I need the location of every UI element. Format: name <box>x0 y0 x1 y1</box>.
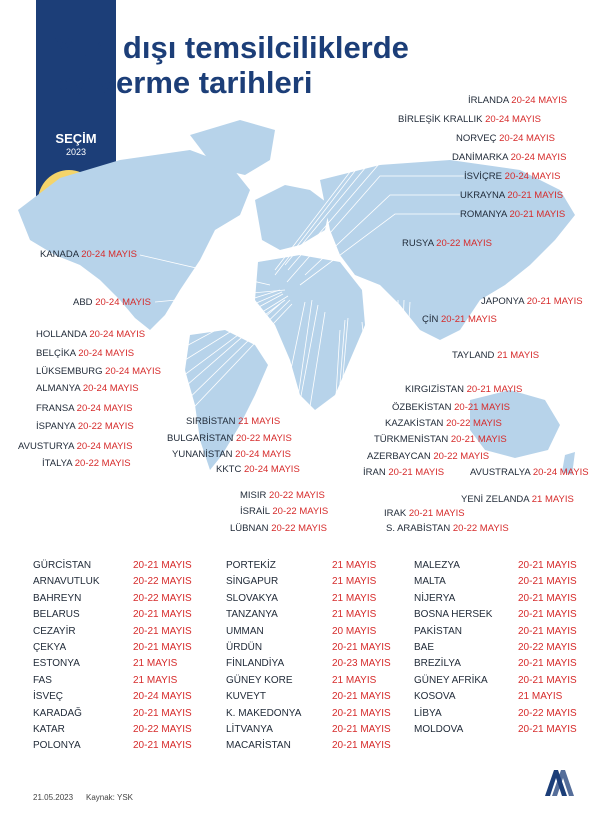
map-label <box>36 348 134 360</box>
map-label-date: 20-24 MAYIS <box>511 95 568 106</box>
list-item <box>33 673 192 689</box>
list-item-country: MALEZYA <box>414 560 460 571</box>
list-item-country: BAHREYN <box>33 592 82 604</box>
map-label-country: NORVEÇ <box>456 133 497 144</box>
map-label-country: JAPONYA <box>481 296 525 307</box>
map-label <box>481 296 583 308</box>
map-label <box>240 490 325 502</box>
map-label-date: 20-22 MAYIS <box>452 523 509 534</box>
map-label-country: FRANSA <box>36 403 75 414</box>
list-item-date: 20-22 MAYIS <box>518 642 577 654</box>
map-label-date: 20-24 MAYIS <box>95 297 151 308</box>
title-line-2: oy verme tarihleri <box>54 65 313 100</box>
list-item-date: 20-21 MAYIS <box>133 625 192 637</box>
list-item-date: 20-21 MAYIS <box>518 592 577 604</box>
list-item-date: 21 MAYIS <box>332 609 377 621</box>
map-label-date: 20-21 MAYIS <box>441 314 497 325</box>
map-label-country: İRAN <box>363 467 386 478</box>
list-item <box>226 722 391 738</box>
map-label-date: 20-24 MAYIS <box>81 249 137 260</box>
list-item-date: 21 MAYIS <box>332 592 377 604</box>
map-label-date: 20-21 MAYIS <box>454 402 510 413</box>
map-label <box>363 467 444 479</box>
map-label <box>36 421 134 433</box>
map-label <box>384 508 465 520</box>
map-label-date: 20-24 MAYIS <box>485 114 541 125</box>
list-item-country: ARNAVUTLUK <box>33 576 100 588</box>
list-item-date: 20-21 MAYIS <box>133 740 192 752</box>
list-item <box>414 640 577 656</box>
map-label-country: HOLLANDA <box>36 329 87 340</box>
list-item-date: 20-21 MAYIS <box>332 691 391 703</box>
map-label-country: UKRAYNA <box>460 190 505 201</box>
list-item <box>414 558 577 574</box>
country-list-col-2 <box>226 558 391 755</box>
map-label-date: 20-21 MAYIS <box>450 434 507 445</box>
map-label <box>167 433 292 445</box>
list-item-date: 20-21 MAYIS <box>518 625 577 637</box>
list-item-date: 20-21 MAYIS <box>518 674 577 686</box>
map-label-date: 20-24 MAYIS <box>504 171 561 182</box>
list-item-date: 20 MAYIS <box>332 625 377 637</box>
list-item-date: 21 MAYIS <box>133 658 178 670</box>
map-label <box>398 114 541 126</box>
map-label-country: DANİMARKA <box>452 152 508 163</box>
map-label-date: 20-22 MAYIS <box>269 490 325 501</box>
map-label-country: BELÇİKA <box>36 348 76 359</box>
list-item-country: MACARİSTAN <box>226 740 291 752</box>
election-label: SEÇİM <box>55 131 97 146</box>
list-item <box>33 607 192 623</box>
list-item-country: TANZANYA <box>226 609 278 621</box>
map-label-country: TAYLAND <box>452 350 495 361</box>
country-list-col-3 <box>414 558 577 738</box>
list-item-country: BREZİLYA <box>414 658 461 670</box>
list-item-date: 20-21 MAYIS <box>518 658 577 670</box>
map-label-country: ÇİN <box>422 314 439 325</box>
map-label-country: LÜBNAN <box>230 523 269 534</box>
map-label-country: KKTC <box>216 464 242 475</box>
list-item <box>226 591 391 607</box>
list-item-country: KOSOVA <box>414 691 456 703</box>
map-label-country: KIRGIZİSTAN <box>405 384 464 395</box>
map-label <box>470 467 589 479</box>
list-item <box>33 656 192 672</box>
map-label-date: 21 MAYIS <box>238 416 281 427</box>
map-label-date: 20-21 MAYIS <box>408 508 465 519</box>
map-label <box>36 366 161 378</box>
list-item <box>414 656 577 672</box>
list-item <box>226 574 391 590</box>
map-label-date: 20-24 MAYIS <box>235 449 291 460</box>
map-label-date: 20-21 MAYIS <box>388 467 445 478</box>
map-label-date: 20-22 MAYIS <box>433 451 490 462</box>
list-item-date: 20-21 MAYIS <box>518 609 577 621</box>
map-label-country: İSRAİL <box>240 506 270 517</box>
map-label-country: ROMANYA <box>460 209 507 220</box>
list-item <box>226 656 391 672</box>
map-label <box>42 458 131 470</box>
map-label-date: 20-24 MAYIS <box>82 383 139 394</box>
map-label-country: YUNANİSTAN <box>172 449 233 460</box>
map-label-country: SIRBİSTAN <box>186 416 236 427</box>
title-line-1: Yurt dışı temsilciliklerde <box>54 30 409 65</box>
list-item-country: PORTEKİZ <box>226 560 276 571</box>
list-item-country: BELARUS <box>33 609 80 621</box>
map-label-date: 21 MAYIS <box>531 494 574 505</box>
list-item-country: ÇEKYA <box>33 642 67 654</box>
map-label <box>36 403 132 415</box>
list-item <box>33 624 192 640</box>
map-label <box>216 464 300 476</box>
list-item <box>33 738 192 754</box>
map-label-country: LÜKSEMBURG <box>36 366 103 377</box>
list-item <box>33 558 192 574</box>
list-item <box>226 706 391 722</box>
list-item-country: LİBYA <box>414 707 442 719</box>
map-label <box>402 238 492 250</box>
list-item-date: 21 MAYIS <box>518 691 563 703</box>
list-item-date: 20-22 MAYIS <box>133 576 192 588</box>
map-label <box>186 416 280 428</box>
africa-shape <box>255 255 365 410</box>
map-label <box>468 95 567 107</box>
country-list-col-1 <box>33 558 192 755</box>
list-item <box>414 689 577 705</box>
list-item-date: 20-21 MAYIS <box>133 642 192 654</box>
list-item-country: GÜRCİSTAN <box>33 560 92 571</box>
list-item <box>226 673 391 689</box>
list-item-country: SİNGAPUR <box>226 576 279 588</box>
map-label-date: 20-22 MAYIS <box>446 418 502 429</box>
map-label-date: 20-22 MAYIS <box>272 506 329 517</box>
map-label <box>452 350 539 362</box>
list-item-date: 21 MAYIS <box>133 674 178 686</box>
map-label-country: KAZAKİSTAN <box>385 418 444 429</box>
list-item-country: İSVEÇ <box>33 691 64 703</box>
list-item-country: KATAR <box>33 724 65 736</box>
list-item <box>226 640 391 656</box>
list-item-date: 20-21 MAYIS <box>332 740 391 752</box>
map-label-date: 20-24 MAYIS <box>532 467 589 478</box>
map-label-date: 20-21 MAYIS <box>466 384 523 395</box>
map-label-date: 20-21 MAYIS <box>507 190 564 201</box>
list-item-country: UMMAN <box>226 625 264 637</box>
list-item <box>414 722 577 738</box>
list-item <box>414 591 577 607</box>
list-item-date: 20-21 MAYIS <box>133 609 192 621</box>
map-label-country: BİRLEŞİK KRALLIK <box>398 114 483 125</box>
list-item-country: KUVEYT <box>226 691 267 703</box>
list-item <box>33 689 192 705</box>
map-label <box>461 494 574 506</box>
footer-source: Kaynak: YSK <box>86 793 133 802</box>
list-item-date: 20-21 MAYIS <box>332 707 391 719</box>
list-item <box>226 607 391 623</box>
list-item-country: GÜNEY KORE <box>226 674 293 686</box>
map-label-country: TÜRKMENİSTAN <box>374 434 449 445</box>
list-item-country: POLONYA <box>33 740 81 752</box>
list-item <box>414 607 577 623</box>
map-label-date: 20-22 MAYIS <box>271 523 327 534</box>
map-label-country: İRLANDA <box>468 95 509 106</box>
list-item-country: K. MAKEDONYA <box>226 707 302 719</box>
list-item-country: KARADAĞ <box>33 707 82 719</box>
list-item-country: FAS <box>33 674 52 686</box>
map-label-country: YENİ ZELANDA <box>461 494 530 505</box>
list-item <box>33 574 192 590</box>
map-label-country: ABD <box>73 297 93 308</box>
map-label-country: RUSYA <box>402 238 434 249</box>
list-item-country: GÜNEY AFRİKA <box>414 674 488 686</box>
map-label <box>374 434 507 446</box>
map-label <box>405 384 522 396</box>
map-label-date: 20-24 MAYIS <box>510 152 567 163</box>
list-item-date: 20-21 MAYIS <box>518 576 577 588</box>
map-label-date: 20-22 MAYIS <box>74 458 131 469</box>
list-item <box>226 738 391 754</box>
list-item-date: 21 MAYIS <box>332 674 377 686</box>
map-label-date: 20-24 MAYIS <box>499 133 555 144</box>
map-label <box>367 451 489 463</box>
map-label-date: 20-21 MAYIS <box>526 296 583 307</box>
list-item-date: 20-24 MAYIS <box>133 691 192 703</box>
list-item-date: 20-22 MAYIS <box>133 724 192 736</box>
list-item-date: 20-21 MAYIS <box>332 642 391 654</box>
map-label-country: AVUSTRALYA <box>470 467 531 478</box>
map-label <box>18 441 132 453</box>
list-item-country: BAE <box>414 642 435 654</box>
map-label-country: İTALYA <box>42 458 73 469</box>
map-label-country: MISIR <box>240 490 267 501</box>
list-item-country: FİNLANDİYA <box>226 658 285 670</box>
map-label <box>392 402 510 414</box>
list-item-country: PAKİSTAN <box>414 625 462 637</box>
map-label-date: 20-24 MAYIS <box>105 366 161 377</box>
footer-date: 21.05.2023 <box>33 793 74 802</box>
list-item-country: SLOVAKYA <box>226 592 278 604</box>
list-item <box>414 624 577 640</box>
map-label-country: İSPANYA <box>36 421 76 432</box>
list-item <box>33 722 192 738</box>
list-item-date: 20-22 MAYIS <box>133 592 192 604</box>
list-item <box>33 591 192 607</box>
list-item-country: ESTONYA <box>33 658 80 670</box>
map-label-date: 20-24 MAYIS <box>78 348 135 359</box>
map-label-country: İSVİÇRE <box>464 171 503 182</box>
list-item <box>33 706 192 722</box>
list-item-country: MALTA <box>414 576 446 588</box>
map-label <box>172 449 291 461</box>
map-label <box>36 329 145 341</box>
list-item <box>414 706 577 722</box>
list-item-country: ÜRDÜN <box>226 642 263 654</box>
map-label <box>456 133 555 145</box>
map-label-date: 20-24 MAYIS <box>89 329 146 340</box>
map-label-date: 20-24 MAYIS <box>76 403 133 414</box>
list-item <box>226 689 391 705</box>
map-label-country: ÖZBEKİSTAN <box>392 402 452 413</box>
map-label-country: ALMANYA <box>36 383 81 394</box>
list-item-country: LİTVANYA <box>226 724 273 736</box>
map-label <box>422 314 497 326</box>
list-item-date: 20-21 MAYIS <box>518 560 577 571</box>
map-label <box>240 506 328 518</box>
map-label-date: 21 MAYIS <box>497 350 540 361</box>
map-label-date: 20-22 MAYIS <box>235 433 292 444</box>
map-label-date: 20-24 MAYIS <box>76 441 133 452</box>
list-item-country: BOSNA HERSEK <box>414 609 493 621</box>
map-label <box>230 523 327 535</box>
aa-logo-icon <box>542 766 574 800</box>
map-label-country: S. ARABİSTAN <box>386 523 451 534</box>
list-item <box>414 673 577 689</box>
list-item-country: NİJERYA <box>414 592 456 604</box>
map-label-date: 20-21 MAYIS <box>509 209 566 220</box>
list-item-date: 20-21 MAYIS <box>518 724 577 736</box>
list-item-date: 20-21 MAYIS <box>332 724 391 736</box>
map-label <box>385 418 502 430</box>
list-item-date: 20-21 MAYIS <box>133 560 192 571</box>
map-label <box>460 190 563 202</box>
map-label <box>386 523 509 535</box>
map-label <box>36 383 139 395</box>
map-label <box>40 249 137 261</box>
map-label <box>73 297 151 309</box>
map-label-country: KANADA <box>40 249 79 260</box>
list-item-date: 20-22 MAYIS <box>518 707 577 719</box>
election-year: 2023 <box>65 147 87 157</box>
list-item-date: 21 MAYIS <box>332 560 377 571</box>
list-item-date: 20-23 MAYIS <box>332 658 391 670</box>
map-label-date: 20-22 MAYIS <box>77 421 134 432</box>
map-label-country: AZERBAYCAN <box>367 451 431 462</box>
map-label-date: 20-24 MAYIS <box>243 464 300 475</box>
map-label-country: AVUSTURYA <box>18 441 74 452</box>
list-item <box>226 558 391 574</box>
list-item <box>33 640 192 656</box>
map-label-date: 20-22 MAYIS <box>436 238 492 249</box>
list-item-date: 21 MAYIS <box>332 576 377 588</box>
list-item <box>226 624 391 640</box>
map-label-country: BULGARİSTAN <box>167 433 234 444</box>
map-label <box>464 171 560 183</box>
list-item-country: CEZAYİR <box>33 625 76 637</box>
map-label <box>460 209 565 221</box>
list-item-country: MOLDOVA <box>414 724 464 736</box>
map-label-country: IRAK <box>384 508 407 519</box>
list-item <box>414 574 577 590</box>
list-item-date: 20-21 MAYIS <box>133 707 192 719</box>
map-label <box>452 152 566 164</box>
